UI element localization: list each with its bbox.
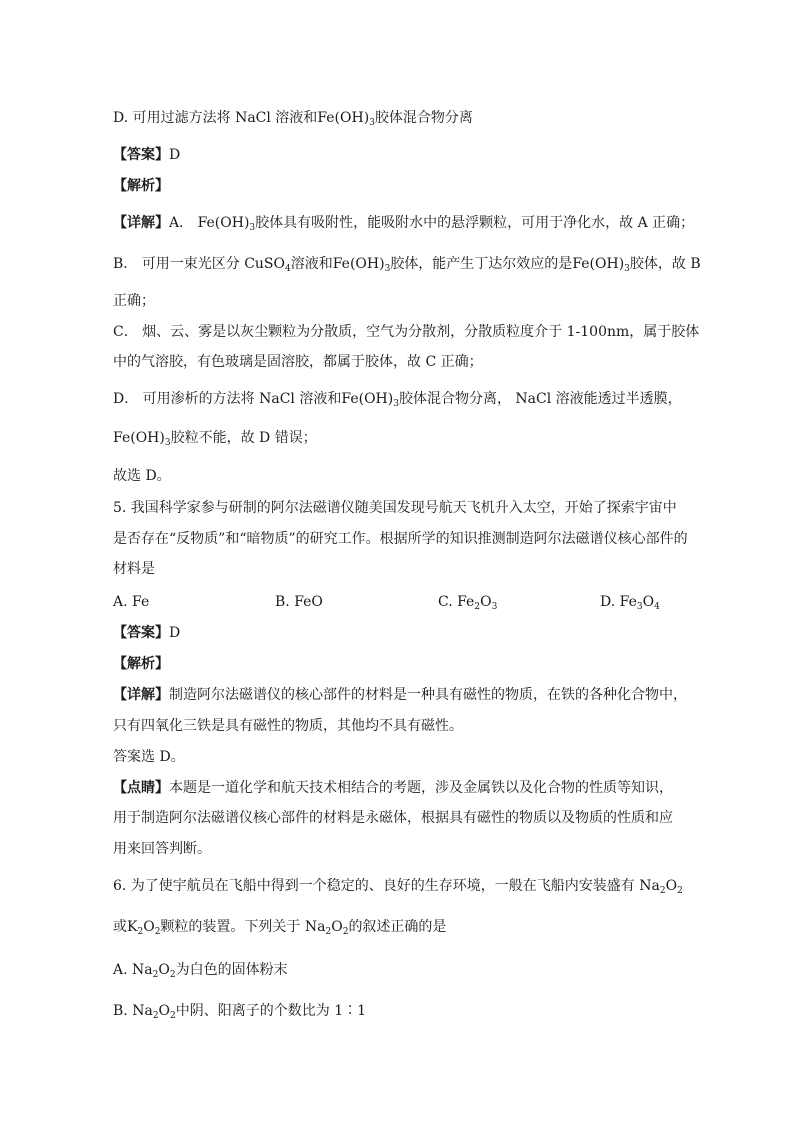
q4-answer: 【答案】D	[113, 147, 181, 163]
q5-stem-line1: 5. 我国科学家参与研制的阿尔法磁谱仪随美国发现号航天飞机升入太空，开始了探索宇宙中	[113, 500, 677, 516]
q4-detail-b-line1: B． 可用一束光区分 CuSO$_4$溶液和$Fe(OH)_3$胶体，能产生丁达尔效应的是$Fe(OH)_3$胶体，故 B	[113, 256, 701, 274]
q4-detail-d-line2: $Fe(OH)_3$胶粒不能，故 D 错误；	[113, 430, 317, 448]
q5-answer: 【答案】D	[113, 625, 181, 641]
q5-detail-line1: 【详解】制造阿尔法磁谱仪的核心部件的材料是一种具有磁性的物质，在铁的各种化合物中，	[113, 687, 687, 703]
q4-detail-c-line2: 中的气溶胶，有色玻璃是固溶胶，都属于胶体，故 C 正确；	[113, 354, 483, 370]
q4-detail-b-line2: 正确；	[113, 293, 155, 309]
q4-detail-d-line1: D． 可用渗析的方法将 NaCl 溶液和$Fe(OH)_3$胶体混合物分离， NaCl 溶液能透过半透膜，	[113, 391, 682, 409]
q5-tip-line1: 【点睛】本题是一道化学和航天技术相结合的考题，涉及金属铁以及化合物的性质等知识，	[113, 780, 673, 796]
q5-option-b: B. FeO	[275, 594, 323, 610]
q4-conclusion: 故选 D。	[113, 468, 171, 484]
q5-option-a: A. Fe	[113, 594, 150, 610]
q5-tip-line2: 用于制造阿尔法磁谱仪核心部件的材料是永磁体，根据具有磁性的物质以及物质的性质和应	[113, 810, 673, 826]
q4-detail-c-line1: C． 烟、云、雾是以灰尘颗粒为分散质，空气为分散剂，分散质粒度介于 1-100nm，属于胶体	[113, 324, 700, 340]
q4-option-d: D. 可用过滤方法将 NaCl 溶液和$Fe(OH)_3$胶体混合物分离	[113, 110, 473, 128]
q6-stem-line2: 或$K_2O_2$颗粒的装置。下列关于 $Na_2O_2$的叙述正确的是	[113, 919, 447, 937]
q5-option-d: D. $Fe_3O_4$	[600, 594, 660, 612]
q4-detail-a: 【详解】A． $Fe(OH)_3$胶体具有吸附性，能吸附水中的悬浮颗粒，可用于净化水，故 A 正确；	[113, 215, 695, 233]
q5-option-c: C. $Fe_2O_3$	[438, 594, 498, 612]
q6-stem-line1: 6. 为了使宇航员在飞船中得到一个稳定的、良好的生存环境，一般在飞船内安装盛有 $Na_2O_2$	[113, 878, 683, 896]
q6-option-a: A. $Na_2O_2$为白色的固体粉末	[113, 962, 288, 980]
q5-tip-line3: 用来回答判断。	[113, 841, 211, 857]
q5-stem-line2: 是否存在“反物质”和“暗物质”的研究工作。根据所学的知识推测制造阿尔法磁谱仪核心部件的	[113, 531, 688, 547]
q5-analysis-heading: 【解析】	[113, 656, 169, 672]
q5-detail-line2: 只有四氧化三铁是具有磁性的物质，其他均不具有磁性。	[113, 718, 463, 734]
q5-conclusion: 答案选 D。	[113, 749, 185, 765]
q5-stem-line3: 材料是	[113, 561, 155, 577]
q4-analysis-heading: 【解析】	[113, 178, 169, 194]
q6-option-b: B. $Na_2O_2$中阴、阳离子的个数比为 1∶1	[113, 1003, 367, 1021]
